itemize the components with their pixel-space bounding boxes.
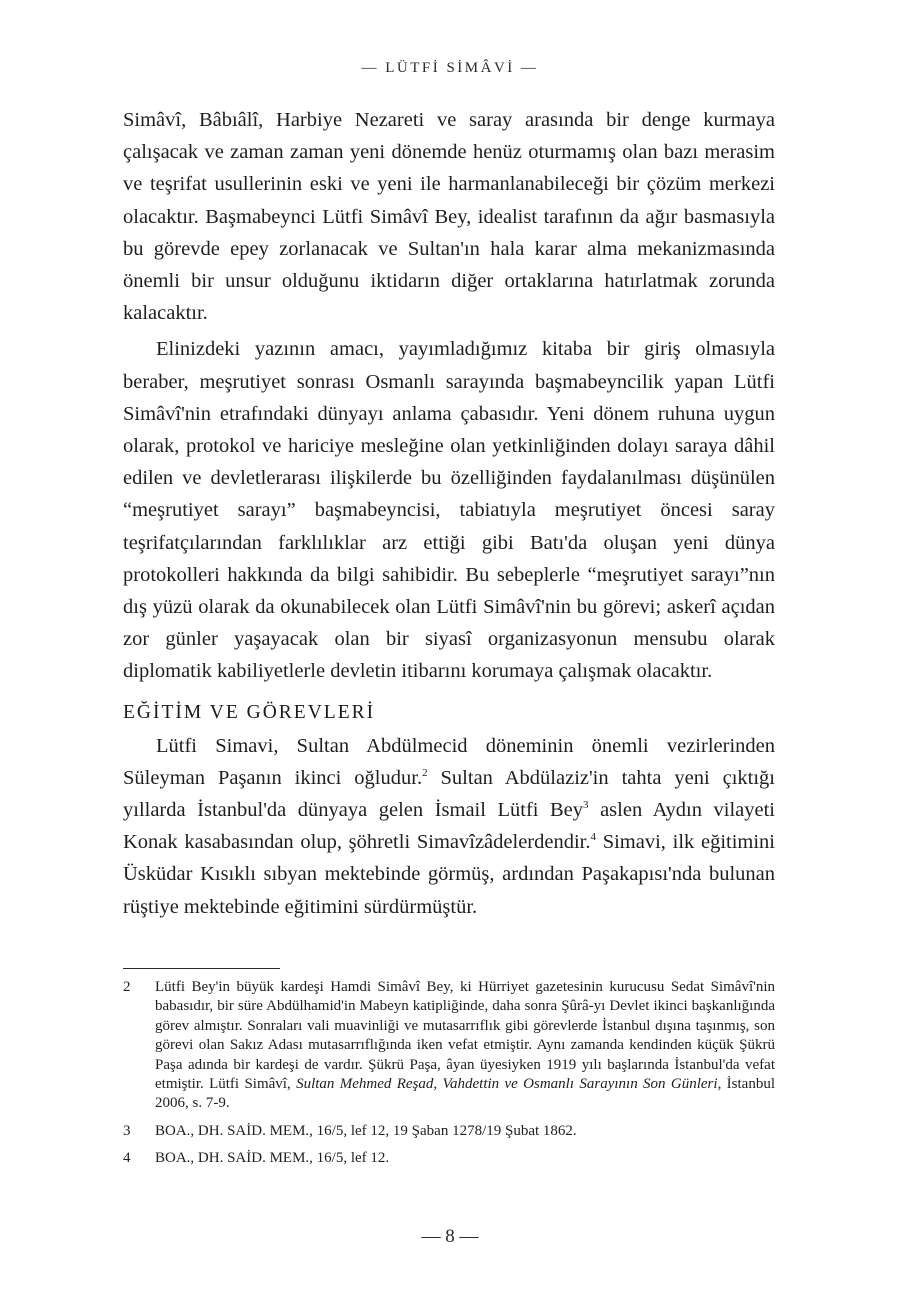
footnote-ref-2[interactable]: 2 <box>422 767 428 780</box>
paragraph-3-text-b: Sultan Abdülaziz'in tahta yeni çıktığı yıllarda İstanbul'da dünyaya gelen İsmail Lütfi Bey <box>123 766 775 822</box>
body-paragraph-2: Elinizdeki yazının amacı, yayımladığımız kitaba bir giriş olmasıyla beraber, meşrutiyet sonrası Osmanlı sarayında başmabeyncilik yapan Lütfi Simâvî'nin etrafındaki dünyayı anlama çabasıdır. Yeni dönem ruhuna uygun olarak, protokol ve hariciye mesleğine olan yetkinliğinden dolayı saraya dâhil edilen ve devletlerarası ilişkilerde bu özelliğinden faydalanılması düşünülen “meşrutiyet sarayı” başmabeyncisi, tabiatıyla meşrutiyet öncesi saray teşrifatçılarından farklılıklar arz ettiği gibi Batı'da oluşan yeni dünya protokolleri hakkında da bilgi sahibidir. Bu sebeplerle “meşrutiyet sarayı”nın dış yüzü olarak da okunabilecek olan Lütfi Simâvî'nin bu görevi; askerî açıdan zor günler yaşayacak olan bir siyasî organizasyonun mensubu olarak diplomatik kabiliyetlerle devletin itibarını korumaya çalışmak olacaktır. <box>123 338 775 683</box>
footnote-divider <box>123 968 280 969</box>
footnote-number: 4 <box>123 1150 131 1167</box>
footnote-text: BOA., DH. SAİD. MEM., 16/5, lef 12, 19 Şaban 1278/19 Şubat 1862. <box>155 1122 577 1139</box>
footnote-text <box>155 978 775 1114</box>
paragraph-3-text-c: aslen Aydın vilayeti Konak kasabasından olup, şöhretli Simavîzâdelerdendir. <box>123 799 775 854</box>
footnote-2 <box>123 978 775 1114</box>
page-number: — 8 — <box>421 1226 479 1247</box>
footnote-ref-3[interactable]: 3 <box>583 799 589 812</box>
main-text <box>123 104 775 923</box>
footnote-text-before-title: Lütfi Bey'in büyük kardeşi Hamdi Simâvî Bey, ki Hürriyet gazetesinin kurucusu Sedat Simâvî'nin babasıdır, bir süre Abdülhamid'in Mabeyn katipliğinde, daha sonra Şûrâ-yı Devlet ikinci başkanlığında görev almıştır. Sonraları vali muavinliği ve mutasarrıflık gibi görevlerde İstanbul dışına taşınmış, son görevi olan Sakız Adası mutasarrıflığında iken vefat etmiştir. Aynı zamanda kendinden küçük Şükrü Paşa adında bir kardeşi de vardır. Şükrü Paşa, âyan üyesiyken 1919 yılı başlarında İstanbul'da vefat etmiştir. Lütfi Simâvî, <box>155 979 775 1093</box>
footnote-ref-4[interactable]: 4 <box>590 831 596 844</box>
paragraph-3-text-a: Lütfi Simavi, Sultan Abdülmecid döneminin önemli vezirlerinden Süleyman Paşanın ikinci oğludur. <box>123 734 775 789</box>
footnote-number: 3 <box>123 1122 131 1139</box>
body-paragraph-3 <box>123 730 775 923</box>
body-paragraph-1: Simâvî, Bâbıâlî, Harbiye Nezareti ve saray arasında bir denge kurmaya çalışacak ve zaman zaman yeni dönemde henüz oturmamış olan bazı merasim ve teşrifat usullerinin eski ve yeni ile harmanlanabileceği bir çözüm merkezi olacaktır. Başmabeynci Lütfi Simâvî Bey, idealist tarafının da ağır basmasıyla bu görevde epey zorlanacak ve Sultan'ın hala karar alma mekanizmasında önemli bir unsur olduğunu iktidarın diğer ortaklarına hatırlatmak zorunda kalacaktır. <box>123 109 775 325</box>
footnote-number: 2 <box>123 979 131 995</box>
paragraph-3-text-d: Simavi, ilk eğitimini Üsküdar Kısıklı sıbyan mektebinde görmüş, ardından Paşakapısı'nda bulunan rüştiye mektebinde eğitimini sürdürmüştür. <box>123 831 775 918</box>
footnote-text-after-title: , İstanbul 2006, s. 7-9. <box>155 1076 776 1112</box>
running-head: — LÜTFİ SİMÂVİ — <box>361 60 539 76</box>
footnotes <box>123 978 775 1177</box>
section-heading: EĞİTİM VE GÖREVLERİ <box>123 701 376 723</box>
footnote-text: BOA., DH. SAİD. MEM., 16/5, lef 12. <box>155 1150 390 1167</box>
footnote-3 <box>123 1122 775 1141</box>
footnote-4 <box>123 1149 775 1168</box>
book-title: Sultan Mehmed Reşad, Vahdettin ve Osmanlı Sarayının Son Günleri <box>296 1076 718 1093</box>
